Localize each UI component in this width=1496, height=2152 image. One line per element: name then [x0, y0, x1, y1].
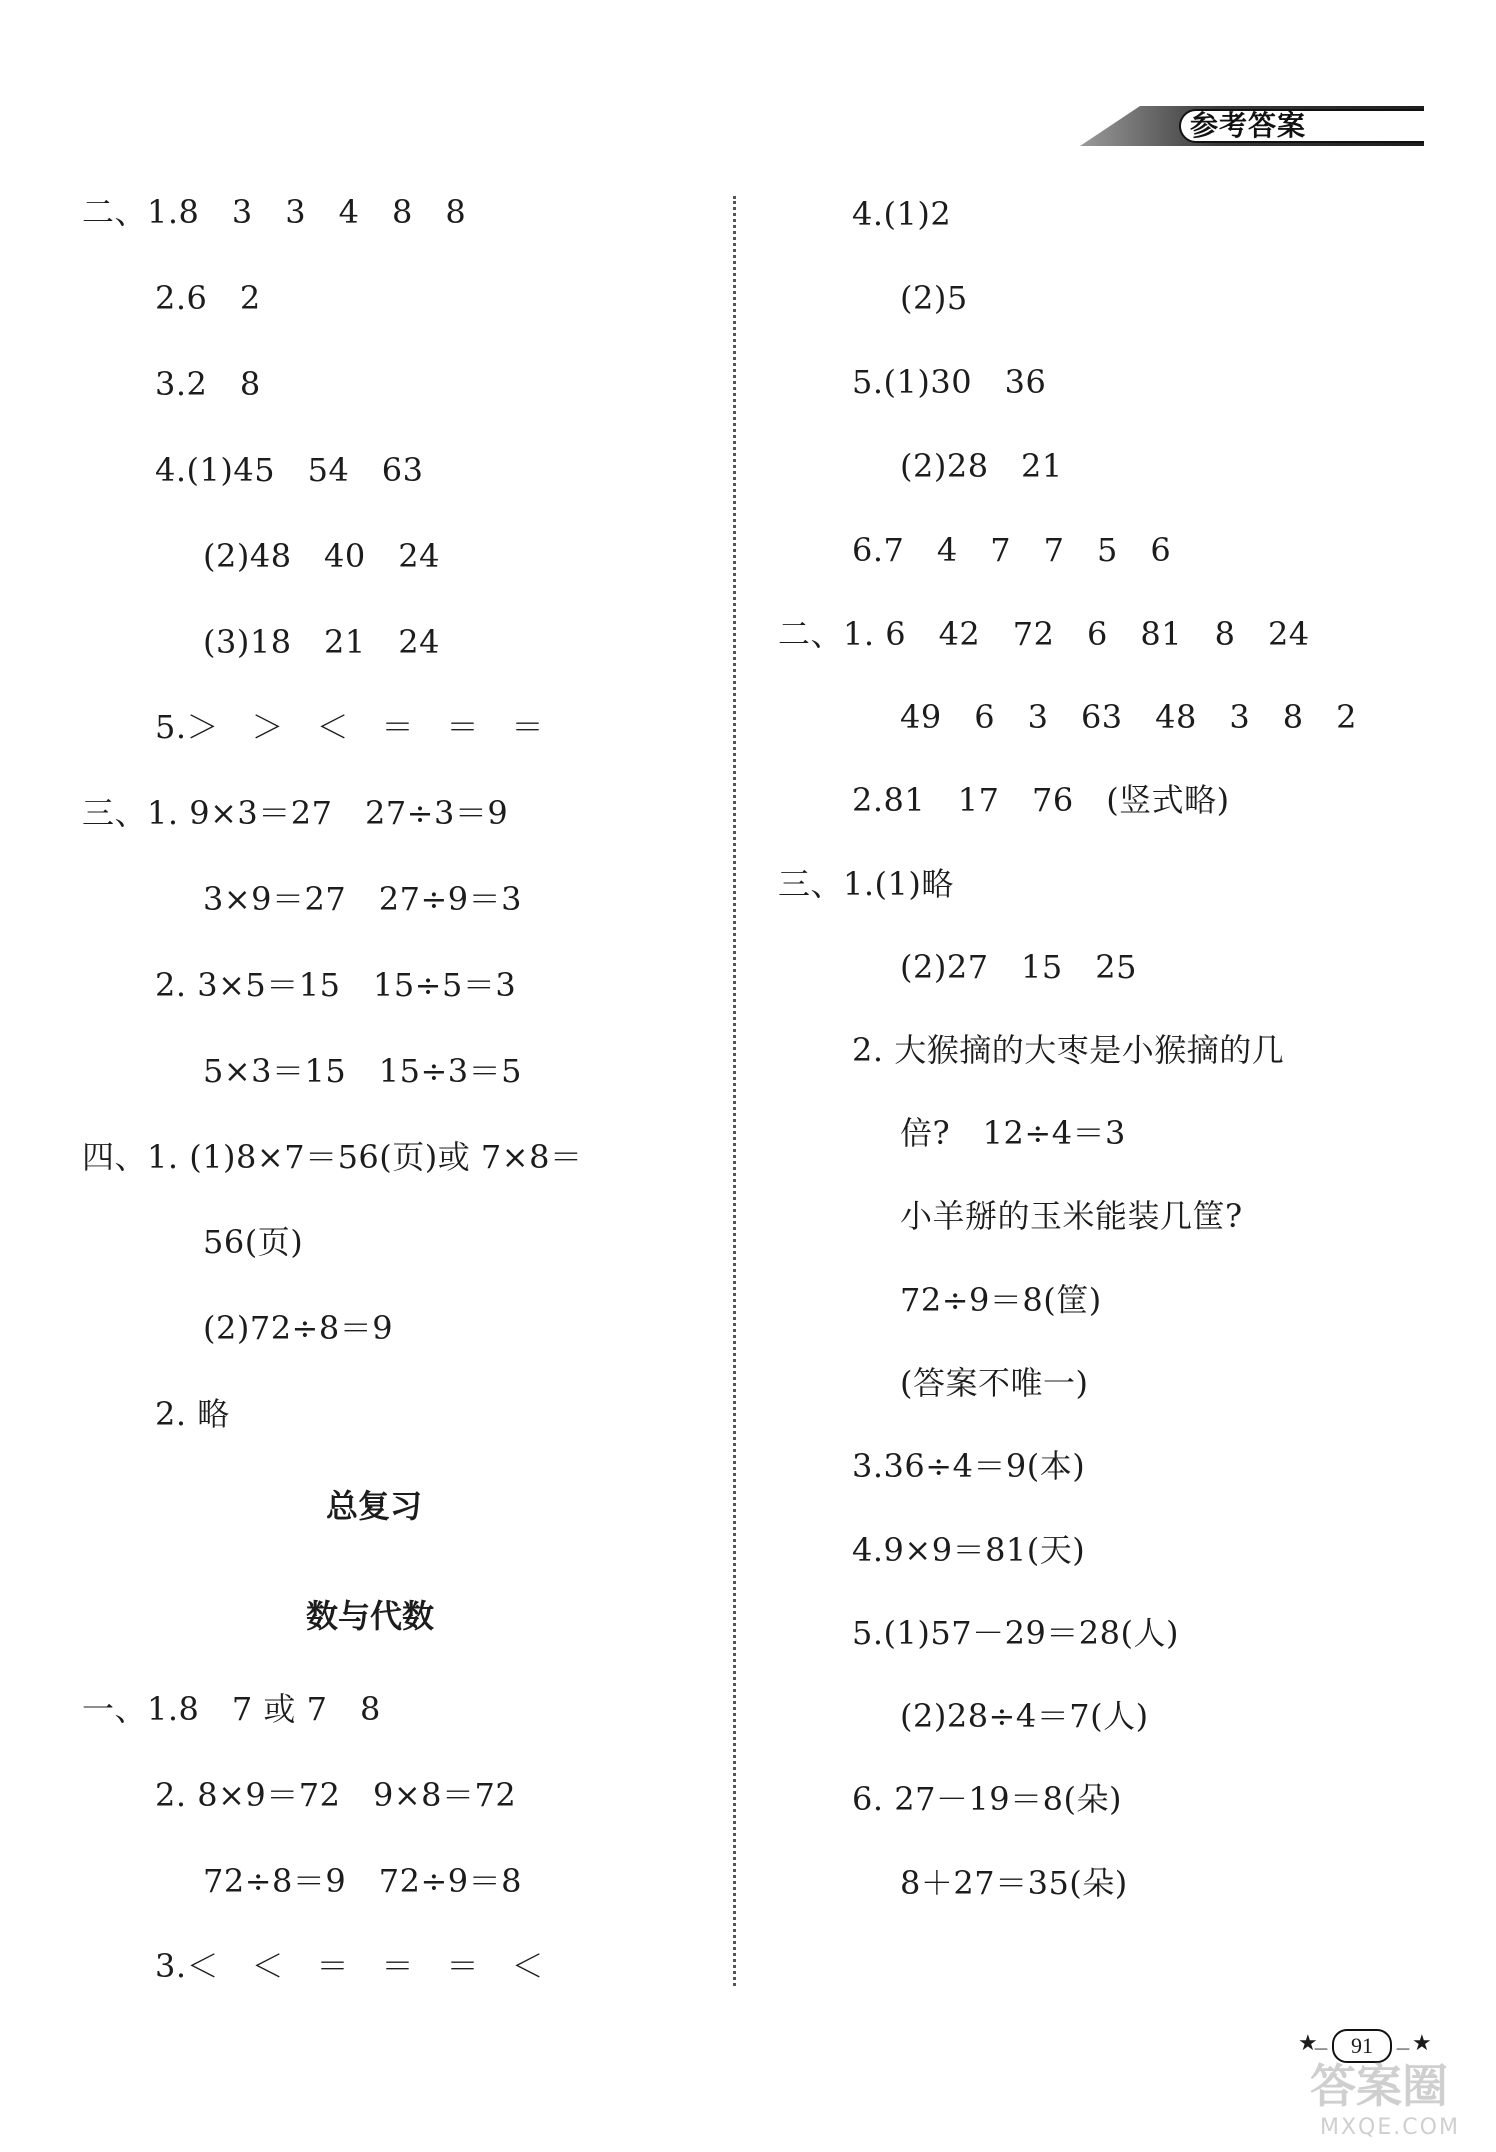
page-number: 91 [1332, 2029, 1392, 2063]
answer-line: (答案不唯一) [900, 1364, 1089, 1402]
answer-line: 3.2 8 [155, 365, 261, 403]
answer-line: 5×3＝15 15÷3＝5 [203, 1052, 523, 1090]
section-heading-numbers-algebra: 数与代数 [306, 1597, 435, 1635]
answer-line: 2. 8×9＝72 9×8＝72 [155, 1776, 517, 1814]
answer-line: 小羊掰的玉米能装几筐? [900, 1197, 1243, 1235]
column-divider [733, 196, 736, 1986]
answer-line: 3×9＝27 27÷9＝3 [203, 880, 523, 918]
answer-line: 三、1. 9×3＝27 27÷3＝9 [82, 794, 509, 832]
answer-line: 3.＜ ＜ ＝ ＝ ＝ ＜ [155, 1947, 545, 1985]
dash-icon: — [1314, 2041, 1328, 2057]
answer-line: 72÷8＝9 72÷9＝8 [203, 1862, 523, 1900]
header-title: 参考答案 [1190, 109, 1307, 142]
answer-line: (2)72÷8＝9 [203, 1309, 394, 1347]
answer-line: 4.(1)45 54 63 [155, 451, 424, 489]
page-footer [1298, 2027, 1438, 2063]
answer-line: 5.＞ ＞ ＜ ＝ ＝ ＝ [155, 708, 545, 746]
answer-line: 8＋27＝35(朵) [900, 1864, 1128, 1902]
answer-key-header [1080, 104, 1424, 148]
answer-line: 2.6 2 [155, 279, 261, 317]
answer-line: 2. 大猴摘的大枣是小猴摘的几 [852, 1031, 1285, 1069]
answer-line: 倍? 12÷4＝3 [900, 1114, 1126, 1152]
answer-line: (2)28 21 [900, 447, 1063, 485]
dash-icon: — [1396, 2041, 1410, 2057]
answer-line: 四、1. (1)8×7＝56(页)或 7×8＝ [82, 1138, 583, 1176]
answer-line: 72÷9＝8(筐) [900, 1281, 1102, 1319]
answer-line: 56(页) [203, 1223, 304, 1261]
answer-line: 5.(1)30 36 [852, 363, 1047, 401]
answer-line: 6.7 4 7 7 5 6 [852, 531, 1172, 569]
star-icon: ★ [1298, 2031, 1318, 2056]
answer-line: 2. 3×5＝15 15÷5＝3 [155, 966, 517, 1004]
answer-line: 3.36÷4＝9(本) [852, 1447, 1086, 1485]
answer-line: 一、1.8 7 或 7 8 [82, 1690, 381, 1728]
section-heading-review: 总复习 [326, 1487, 423, 1525]
answer-line: (2)28÷4＝7(人) [900, 1697, 1149, 1735]
answer-line: (3)18 21 24 [203, 623, 440, 661]
answer-line: 49 6 3 63 48 3 8 2 [900, 698, 1357, 736]
answer-line: 2.81 17 76 (竖式略) [852, 781, 1230, 819]
answer-line: 6. 27－19＝8(朵) [852, 1780, 1122, 1818]
answer-line: (2)48 40 24 [203, 537, 440, 575]
answer-line: 2. 略 [155, 1395, 230, 1433]
watermark-logo: 答案圈 [1310, 2059, 1448, 2113]
answer-line: (2)5 [900, 279, 968, 317]
answer-line: 4.(1)2 [852, 195, 952, 233]
watermark [1240, 2060, 1490, 2150]
answer-line: 5.(1)57－29＝28(人) [852, 1614, 1179, 1652]
answer-line: 三、1.(1)略 [778, 865, 954, 903]
answer-line: 二、1. 6 42 72 6 81 8 24 [778, 615, 1310, 653]
answer-line: 二、1.8 3 3 4 8 8 [82, 193, 467, 231]
answer-line: 4.9×9＝81(天) [852, 1531, 1086, 1569]
watermark-url: MXQE.COM [1320, 2115, 1460, 2140]
star-icon: ★ [1412, 2031, 1432, 2056]
answer-line: (2)27 15 25 [900, 948, 1137, 986]
